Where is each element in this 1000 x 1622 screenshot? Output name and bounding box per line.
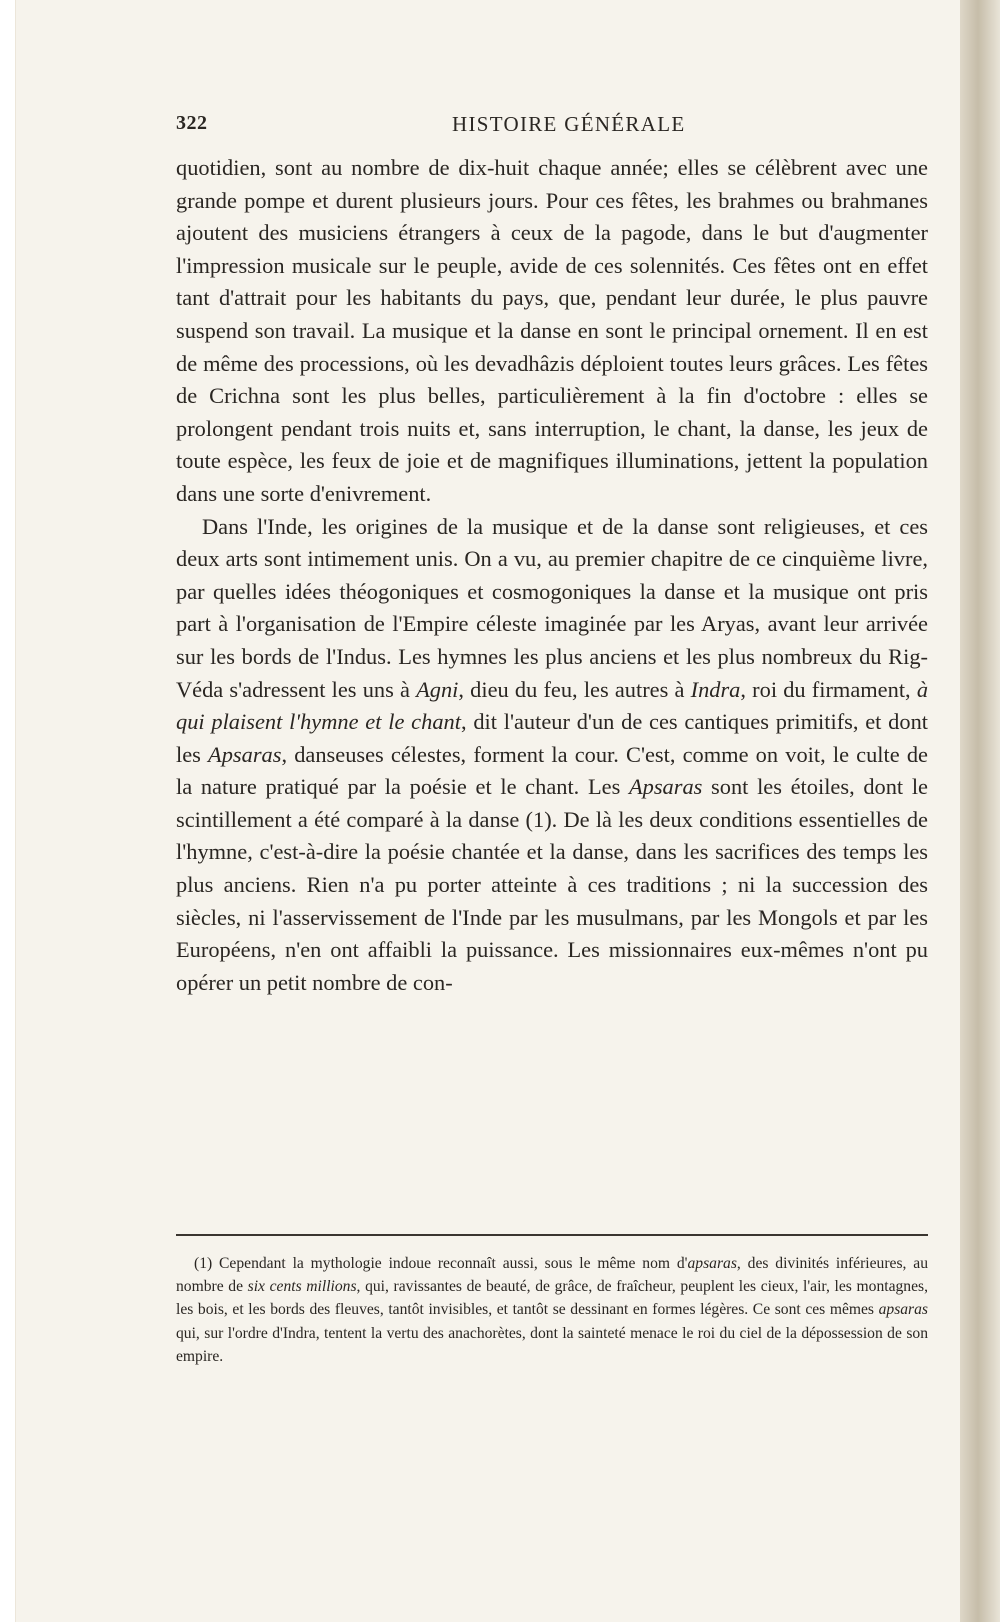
page-edge (960, 0, 1000, 1622)
text-segment: (1) Cependant la mythologie indoue reconnaît aussi, sous le même nom d' (194, 1255, 688, 1272)
running-title: HISTOIRE GÉNÉRALE (452, 112, 686, 136)
body-text (176, 152, 928, 999)
running-head (176, 112, 928, 144)
text-segment: , roi du firmament, (740, 676, 917, 702)
text-segment: , dieu du feu, les autres à (458, 676, 691, 702)
text-segment: , danseuses célestes, forment la cour. C'est, comme on voit, le culte de la nature pratiqué par la poésie et le chant. Les (176, 741, 928, 800)
footnote (176, 1252, 928, 1368)
text-segment: quotidien, sont au nombre de dix-huit chaque année; elles se célèbrent avec une grande pompe et durent plusieurs jours. Pour ces fêtes, les brahmes ou brahmanes ajoutent des musiciens étrangers à ceux de la pagode, dans le but d'augmenter l'impression musicale sur le peuple, avide de ces solennités. Ces fêtes ont en effet tant d'attrait pour les habitants du pays, que, pendant leur durée, le plus pauvre suspend son travail. La musique et la danse en sont le principal ornement. Il en est de même des processions, où les devadhâzis déploient toutes leurs grâces. Les fêtes de Crichna sont les plus belles, particulièrement à la fin d'octobre : elles se prolongent pendant trois nuits et, sans interruption, le chant, la danse, les jeux de toute espèce, les feux de joie et de magnifiques illuminations, jettent la population dans une sorte d'enivrement. (176, 155, 928, 506)
text-segment: , qui, ravissantes de beauté, de grâce, de fraîcheur, peuplent les cieux, l'air, les montagnes, les bois, et les bords des fleuves, tantôt invisibles, et tantôt se dessinant en formes légères. Ce sont ces mêmes (176, 1278, 928, 1319)
italic-segment: six cents millions (247, 1278, 357, 1296)
text-segment: , des divinités inférieures, au nombre de (176, 1255, 928, 1296)
page-number: 322 (176, 112, 208, 134)
text-segment: sont les étoiles, dont le scintillement a été comparé à la danse (1). De là les deux conditions essentielles de l'hymne, c'est-à-dire la poésie chantée et la danse, dans les sacrifices des temps les plus anciens. Rien n'a pu porter atteinte à ces traditions ; ni la succession des siècles, ni l'asservissement de l'Inde par les musulmans, par les Mongols et par les Européens, n'en ont affaibli la puissance. Les missionnaires eux-mêmes n'ont pu opérer un petit nombre de con- (176, 774, 928, 995)
italic-segment: à qui plaisent l'hymne et le chant (176, 676, 929, 735)
italic-segment: Indra (690, 676, 741, 702)
paragraph (176, 152, 928, 511)
italic-segment: Agni (416, 676, 459, 702)
text-segment: Dans l'Inde, les origines de la musique et de la danse sont religieuses, et ces deux arts sont intimement unis. On a vu, au premier chapitre de ce cinquième livre, par quelles idées théogoniques et cosmogoniques la danse et la musique ont pris part à l'organisation de l'Empire céleste imaginée par les Aryas, avant leur arrivée sur les bords de l'Indus. Les hymnes les plus anciens et les plus nombreux du Rig-Véda s'adressent les uns à (176, 513, 928, 702)
text-segment: qui, sur l'ordre d'Indra, tentent la vertu des anachorètes, dont la sainteté menace le roi du ciel de la dépossession de son empire. (176, 1324, 928, 1365)
italic-segment: apsaras (687, 1255, 737, 1272)
footnote-rule (176, 1234, 928, 1236)
italic-segment: Apsaras (628, 774, 703, 800)
paragraph (176, 511, 928, 1000)
italic-segment: apsaras (878, 1301, 928, 1319)
text-segment: , dit l'auteur d'un de ces cantiques primitifs, et dont les (176, 709, 928, 767)
italic-segment: Apsaras (208, 741, 282, 767)
